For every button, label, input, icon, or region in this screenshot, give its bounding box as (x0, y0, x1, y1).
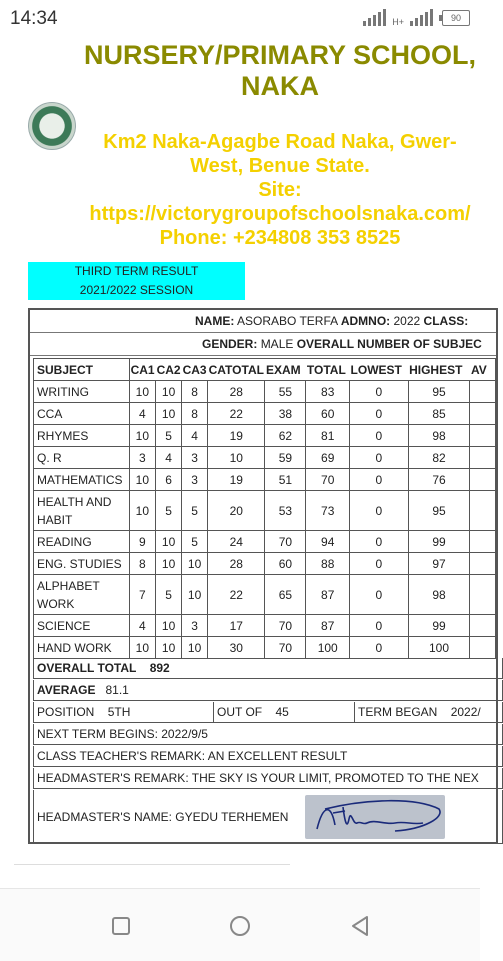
ca2-cell: 5 (156, 425, 182, 447)
back-button[interactable] (345, 911, 375, 941)
total-cell: 83 (306, 381, 350, 403)
teacher-remark-row (33, 746, 503, 767)
battery-level: 90 (450, 13, 461, 23)
highest-cell: 82 (408, 447, 470, 469)
highest-cell: 100 (408, 637, 470, 659)
exam-cell: 62 (265, 425, 306, 447)
exam-cell: 65 (265, 575, 306, 615)
back-triangle-icon (345, 911, 375, 941)
subject-cell: RHYMES (34, 425, 130, 447)
lowest-cell: 0 (350, 575, 409, 615)
term-title: THIRD TERM RESULT (74, 264, 199, 278)
next-term-row (33, 724, 503, 745)
recent-apps-button[interactable] (106, 911, 136, 941)
total-cell: 94 (306, 531, 350, 553)
subjects-count-label: OVERALL NUMBER OF SUBJEC (296, 337, 482, 351)
col-catotal: CATOTAL (208, 359, 265, 381)
table-row (34, 491, 496, 531)
exam-cell: 51 (265, 469, 306, 491)
ca3-cell: 3 (182, 447, 208, 469)
exam-cell: 60 (265, 553, 306, 575)
circle-icon (225, 911, 255, 941)
result-sheet (28, 308, 498, 844)
average-cell (470, 447, 496, 469)
lowest-cell: 0 (350, 469, 409, 491)
table-row (34, 637, 496, 659)
col-average: AV (470, 359, 496, 381)
subject-cell: HEALTH AND HABIT (34, 491, 130, 531)
total-cell: 69 (306, 447, 350, 469)
signal-icon (363, 8, 386, 26)
catotal-cell: 20 (208, 491, 265, 531)
subject-cell: ALPHABET WORK (34, 575, 130, 615)
ca3-cell: 3 (182, 615, 208, 637)
exam-cell: 70 (265, 615, 306, 637)
next-term-text: NEXT TERM BEGINS: 2022/9/5 (37, 727, 208, 741)
lowest-cell: 0 (350, 425, 409, 447)
class-label: CLASS: (423, 314, 469, 328)
total-cell: 87 (306, 575, 350, 615)
total-cell: 87 (306, 615, 350, 637)
catotal-cell: 22 (208, 575, 265, 615)
subject-cell: CCA (34, 403, 130, 425)
signal-icon-2 (410, 8, 433, 26)
exam-cell: 53 (265, 491, 306, 531)
col-subject: SUBJECT (34, 359, 130, 381)
catotal-cell: 19 (208, 425, 265, 447)
ca2-cell: 5 (156, 575, 182, 615)
school-name (60, 40, 500, 102)
school-name-line2: NAKA (241, 71, 319, 101)
catotal-cell: 30 (208, 637, 265, 659)
ca3-cell: 8 (182, 403, 208, 425)
highest-cell: 99 (408, 531, 470, 553)
site-url-link[interactable]: https://victorygroupofschoolsnaka.com/ (89, 203, 471, 225)
average-cell (470, 403, 496, 425)
network-type-label: H+ (392, 17, 404, 27)
average-row (33, 680, 503, 701)
ca2-cell: 5 (156, 491, 182, 531)
col-ca3: CA3 (182, 359, 208, 381)
signature-image (305, 795, 445, 839)
average-cell (470, 469, 496, 491)
lowest-cell: 0 (350, 615, 409, 637)
total-cell: 88 (306, 553, 350, 575)
address-line2: West, Benue State. (190, 155, 370, 177)
total-cell: 70 (306, 469, 350, 491)
status-bar (0, 0, 480, 36)
headmaster-remark-text: HEADMASTER'S REMARK: THE SKY IS YOUR LIMIT, PROMOTED TO THE NEX (37, 771, 479, 785)
ca3-cell: 10 (182, 553, 208, 575)
total-cell: 73 (306, 491, 350, 531)
average-cell (470, 553, 496, 575)
lowest-cell: 0 (350, 447, 409, 469)
col-ca1: CA1 (129, 359, 156, 381)
total-cell: 81 (306, 425, 350, 447)
ca3-cell: 10 (182, 637, 208, 659)
ca1-cell: 7 (129, 575, 156, 615)
out-of-label: OUT OF (217, 705, 263, 719)
ca1-cell: 4 (129, 403, 156, 425)
col-lowest: LOWEST (350, 359, 409, 381)
highest-cell: 99 (408, 615, 470, 637)
col-total: TOTAL (306, 359, 350, 381)
catotal-cell: 19 (208, 469, 265, 491)
ca3-cell: 8 (182, 381, 208, 403)
table-row (34, 403, 496, 425)
highest-cell: 95 (408, 491, 470, 531)
catotal-cell: 10 (208, 447, 265, 469)
total-cell: 60 (306, 403, 350, 425)
session-label: 2021/2022 SESSION (79, 283, 194, 297)
highest-cell: 98 (408, 425, 470, 447)
home-button[interactable] (225, 911, 255, 941)
lowest-cell: 0 (350, 553, 409, 575)
out-of-value: 45 (275, 705, 289, 719)
highest-cell: 85 (408, 403, 470, 425)
phone-number: Phone: +234808 353 8525 (159, 227, 401, 249)
col-highest: HIGHEST (408, 359, 470, 381)
ca2-cell: 6 (156, 469, 182, 491)
square-icon (106, 911, 136, 941)
school-address (60, 130, 500, 250)
subject-cell: SCIENCE (34, 615, 130, 637)
table-row (34, 381, 496, 403)
exam-cell: 38 (265, 403, 306, 425)
exam-cell: 55 (265, 381, 306, 403)
table-header-row (34, 359, 496, 381)
subject-cell: WRITING (34, 381, 130, 403)
exam-cell: 59 (265, 447, 306, 469)
exam-cell: 70 (265, 531, 306, 553)
status-time: 14:34 (10, 8, 58, 29)
table-row (34, 615, 496, 637)
student-info-row (30, 310, 496, 333)
highest-cell: 97 (408, 553, 470, 575)
ca2-cell: 10 (156, 553, 182, 575)
average-cell (470, 381, 496, 403)
admno-label: ADMNO: (340, 314, 391, 328)
highest-cell: 76 (408, 469, 470, 491)
col-ca2: CA2 (156, 359, 182, 381)
average-cell (470, 575, 496, 615)
ca1-cell: 10 (129, 469, 156, 491)
term-began-label: TERM BEGAN (358, 705, 438, 719)
term-banner (28, 262, 245, 300)
gender-label: GENDER: (202, 337, 258, 351)
ca1-cell: 3 (129, 447, 156, 469)
table-row (34, 447, 496, 469)
signature-scribble-icon (305, 795, 445, 839)
subject-cell: MATHEMATICS (34, 469, 130, 491)
ca2-cell: 10 (156, 403, 182, 425)
headmaster-name-row (33, 790, 503, 844)
ca3-cell: 10 (182, 575, 208, 615)
admission-number: 2022 (393, 314, 421, 328)
position-value: 5TH (107, 705, 131, 719)
catotal-cell: 22 (208, 403, 265, 425)
address-line1: Km2 Naka-Agagbe Road Naka, Gwer- (103, 131, 457, 153)
ca1-cell: 10 (129, 425, 156, 447)
catotal-cell: 24 (208, 531, 265, 553)
subject-cell: HAND WORK (34, 637, 130, 659)
highest-cell: 95 (408, 381, 470, 403)
student-name: ASORABO TERFA (237, 314, 338, 328)
average-cell (470, 637, 496, 659)
col-exam: EXAM (265, 359, 306, 381)
subject-cell: READING (34, 531, 130, 553)
headmaster-remark-row (33, 768, 503, 789)
average-cell (470, 491, 496, 531)
status-icons (363, 8, 470, 26)
ca2-cell: 10 (156, 531, 182, 553)
divider (14, 864, 290, 865)
name-label: NAME: (195, 314, 235, 328)
overall-total-label: OVERALL TOTAL (37, 661, 137, 675)
average-cell (470, 615, 496, 637)
lowest-cell: 0 (350, 403, 409, 425)
catotal-cell: 28 (208, 381, 265, 403)
table-row (34, 531, 496, 553)
overall-total-row (33, 658, 503, 679)
ca1-cell: 9 (129, 531, 156, 553)
student-gender: MALE (260, 337, 294, 351)
average-cell (470, 531, 496, 553)
battery-icon (442, 10, 470, 26)
lowest-cell: 0 (350, 637, 409, 659)
ca1-cell: 10 (129, 491, 156, 531)
ca1-cell: 10 (129, 381, 156, 403)
ca2-cell: 4 (156, 447, 182, 469)
term-began-value: 2022/ (450, 705, 481, 719)
exam-cell: 70 (265, 637, 306, 659)
highest-cell: 98 (408, 575, 470, 615)
average-cell (470, 425, 496, 447)
table-row (34, 425, 496, 447)
position-row (33, 702, 503, 723)
ca1-cell: 8 (129, 553, 156, 575)
average-label: AVERAGE (37, 683, 96, 697)
ca2-cell: 10 (156, 637, 182, 659)
catotal-cell: 17 (208, 615, 265, 637)
lowest-cell: 0 (350, 531, 409, 553)
table-row (34, 469, 496, 491)
lowest-cell: 0 (350, 381, 409, 403)
catotal-cell: 28 (208, 553, 265, 575)
ca2-cell: 10 (156, 381, 182, 403)
ca3-cell: 5 (182, 531, 208, 553)
ca3-cell: 3 (182, 469, 208, 491)
average-value: 81.1 (105, 683, 129, 697)
position-label: POSITION (37, 705, 95, 719)
ca1-cell: 4 (129, 615, 156, 637)
navigation-bar (0, 888, 480, 961)
headmaster-name-text: HEADMASTER'S NAME: GYEDU TERHEMEN (37, 810, 289, 824)
ca3-cell: 4 (182, 425, 208, 447)
table-row (34, 553, 496, 575)
site-label: Site: (258, 179, 302, 201)
ca1-cell: 10 (129, 637, 156, 659)
teacher-remark-text: CLASS TEACHER'S REMARK: AN EXCELLENT RESULT (37, 749, 348, 763)
ca2-cell: 10 (156, 615, 182, 637)
ca3-cell: 5 (182, 491, 208, 531)
subject-cell: Q. R (34, 447, 130, 469)
gender-row (30, 333, 496, 356)
total-cell: 100 (306, 637, 350, 659)
lowest-cell: 0 (350, 491, 409, 531)
results-table (33, 358, 496, 659)
subject-cell: ENG. STUDIES (34, 553, 130, 575)
school-name-line1: NURSERY/PRIMARY SCHOOL, (83, 40, 477, 70)
table-row (34, 575, 496, 615)
overall-total-value: 892 (149, 661, 170, 675)
